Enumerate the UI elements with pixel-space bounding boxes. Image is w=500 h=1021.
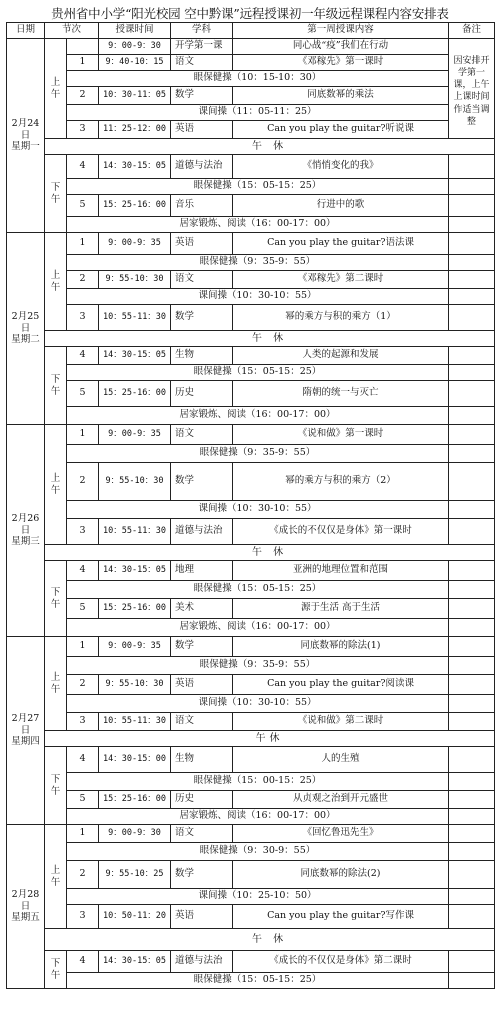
note-empty [449, 195, 495, 217]
class-time: 15：25-16：00 [99, 381, 171, 407]
table-row [7, 105, 495, 121]
lesson-content: 同底数幂的乘法 [233, 87, 449, 105]
day-weekday: 星期二 [11, 334, 40, 346]
lesson-content: 《回忆鲁迅先生》 [233, 825, 449, 843]
table-row [7, 289, 495, 305]
period-number: 4 [67, 951, 99, 973]
afternoon-label: 下午 [45, 347, 67, 425]
break-activity: 居家锻炼、阅读（16：00-17：00） [67, 217, 449, 233]
subject: 开学第一课 [171, 39, 233, 55]
period-number: 1 [67, 55, 99, 71]
day-weekday: 星期五 [11, 912, 40, 924]
note-empty [449, 463, 495, 501]
subject: 语文 [171, 825, 233, 843]
subject: 数学 [171, 861, 233, 889]
note-empty [449, 905, 495, 929]
subject: 历史 [171, 381, 233, 407]
lesson-content: 幂的乘方与积的乘方（1） [233, 305, 449, 331]
subject: 道德与法治 [171, 951, 233, 973]
note-empty [449, 381, 495, 407]
period-number: 2 [67, 861, 99, 889]
period-number: 1 [67, 825, 99, 843]
class-time: 10：30-11：05 [99, 87, 171, 105]
note-empty [449, 561, 495, 581]
header-period: 节次 [45, 23, 99, 39]
table-row [7, 599, 495, 619]
lesson-content: Can you play the guitar?听说课 [233, 121, 449, 139]
table-row [7, 425, 495, 445]
subject: 生物 [171, 747, 233, 773]
table-row [7, 271, 495, 289]
table-row [7, 825, 495, 843]
afternoon-label: 下午 [45, 561, 67, 637]
subject: 生物 [171, 347, 233, 365]
note-empty [449, 425, 495, 445]
lesson-content: 亚洲的地理位置和范围 [233, 561, 449, 581]
note-empty [449, 217, 495, 233]
day-date-cell [7, 39, 45, 233]
period-number: 4 [67, 561, 99, 581]
note-empty [449, 889, 495, 905]
subject: 数学 [171, 87, 233, 105]
break-activity: 课间操（10：25-10：50） [67, 889, 449, 905]
table-row [7, 501, 495, 519]
lunch-break-row: 午 休 [45, 331, 495, 347]
table-row [7, 695, 495, 713]
table-row [7, 889, 495, 905]
header-note: 备注 [449, 23, 495, 39]
subject: 语文 [171, 271, 233, 289]
note-empty [449, 657, 495, 675]
lesson-content: 《邓稼先》第二课时 [233, 271, 449, 289]
note-empty [449, 619, 495, 637]
morning-label: 上午 [45, 825, 67, 929]
note-empty [449, 289, 495, 305]
note-empty [449, 347, 495, 365]
note-empty [449, 951, 495, 973]
note-empty [449, 581, 495, 599]
note-empty [449, 695, 495, 713]
lesson-content: 幂的乘方与积的乘方（2） [233, 463, 449, 501]
subject: 英语 [171, 675, 233, 695]
class-time: 9：00-9：30 [99, 825, 171, 843]
break-activity: 课间操（10：30-10：55） [67, 289, 449, 305]
day-weekday: 星期一 [11, 141, 40, 153]
note-empty [449, 233, 495, 255]
note-empty [449, 155, 495, 179]
class-time: 10：50-11：20 [99, 905, 171, 929]
note-empty [449, 365, 495, 381]
period-number: 2 [67, 87, 99, 105]
class-time: 9：00-9：30 [99, 39, 171, 55]
header-subject: 学科 [171, 23, 233, 39]
subject: 语文 [171, 425, 233, 445]
morning-label: 上午 [45, 233, 67, 331]
lesson-content: 《成长的不仅仅是身体》第一课时 [233, 519, 449, 545]
lunch-break-row: 午休 [45, 731, 495, 747]
morning-label: 上午 [45, 39, 67, 139]
subject: 英语 [171, 121, 233, 139]
table-row [7, 217, 495, 233]
table-row [7, 331, 495, 347]
break-activity: 课间操（11：05-11：25） [67, 105, 449, 121]
page-title: 贵州省中小学“阳光校园 空中黔课”远程授课初一年级远程课程内容安排表 [51, 6, 449, 21]
period-number: 3 [67, 305, 99, 331]
table-row [7, 657, 495, 675]
period-number: 3 [67, 713, 99, 731]
note-empty [449, 255, 495, 271]
subject: 数学 [171, 463, 233, 501]
lesson-content: 《成长的不仅仅是身体》第二课时 [233, 951, 449, 973]
note-empty [449, 519, 495, 545]
table-row [7, 195, 495, 217]
table-row [7, 637, 495, 657]
lesson-content: 同底数幂的除法(2) [233, 861, 449, 889]
note-empty [449, 445, 495, 463]
subject: 语文 [171, 55, 233, 71]
break-activity: 课间操（10：30-10：55） [67, 695, 449, 713]
class-time: 10：55-11：30 [99, 305, 171, 331]
class-time: 14：30-15：05 [99, 561, 171, 581]
morning-label: 上午 [45, 425, 67, 545]
note-empty [449, 809, 495, 825]
table-row [7, 155, 495, 179]
day-date-cell [7, 425, 45, 637]
note-empty [449, 825, 495, 843]
day-date: 2月28日 [11, 888, 40, 912]
table-row [7, 71, 495, 87]
note-empty [449, 675, 495, 695]
period-number: 5 [67, 791, 99, 809]
period-number: 4 [67, 155, 99, 179]
table-row [7, 463, 495, 501]
period-number: 2 [67, 675, 99, 695]
schedule-table [6, 22, 495, 989]
table-row [7, 445, 495, 463]
day-date: 2月27日 [11, 712, 40, 736]
note-empty [449, 599, 495, 619]
period-number: 5 [67, 381, 99, 407]
subject: 道德与法治 [171, 519, 233, 545]
table-row [7, 365, 495, 381]
table-row [7, 809, 495, 825]
lesson-content: 《邓稼先》第一课时 [233, 55, 449, 71]
header-row [7, 23, 495, 39]
table-row [7, 561, 495, 581]
note-empty [449, 861, 495, 889]
subject: 英语 [171, 233, 233, 255]
table-row [7, 519, 495, 545]
period-number [67, 39, 99, 55]
table-row [7, 731, 495, 747]
subject: 数学 [171, 305, 233, 331]
break-activity: 眼保健操（15：05-15：25） [67, 365, 449, 381]
table-row [7, 305, 495, 331]
table-row [7, 545, 495, 561]
class-time: 9：55-10：30 [99, 271, 171, 289]
period-number: 3 [67, 519, 99, 545]
class-time: 9：00-9：35 [99, 425, 171, 445]
period-number: 1 [67, 233, 99, 255]
class-time: 15：25-16：00 [99, 195, 171, 217]
class-time: 9：40-10：15 [99, 55, 171, 71]
break-activity: 居家锻炼、阅读（16：00-17：00） [67, 619, 449, 637]
table-row [7, 791, 495, 809]
table-row [7, 713, 495, 731]
class-time: 9：55-10：25 [99, 861, 171, 889]
lesson-content: 行进中的歌 [233, 195, 449, 217]
class-time: 9：00-9：35 [99, 233, 171, 255]
morning-label: 上午 [45, 637, 67, 731]
day-weekday: 星期四 [11, 736, 40, 748]
note-empty [449, 791, 495, 809]
lesson-content: 《说和做》第二课时 [233, 713, 449, 731]
afternoon-label: 下午 [45, 155, 67, 233]
lesson-content: 同心战“疫”我们在行动 [233, 39, 449, 55]
lesson-content: 同底数幂的除法(1) [233, 637, 449, 657]
break-activity: 居家锻炼、阅读（16：00-17：00） [67, 809, 449, 825]
note-empty [449, 407, 495, 425]
note-empty [449, 305, 495, 331]
break-activity: 眼保健操（15：05-15：25） [67, 179, 449, 195]
table-row [7, 905, 495, 929]
break-activity: 眼保健操（10：15-10：30） [67, 71, 449, 87]
day-date: 2月26日 [11, 512, 40, 536]
period-number: 1 [67, 637, 99, 657]
subject: 音乐 [171, 195, 233, 217]
lesson-content: 《悄悄变化的我》 [233, 155, 449, 179]
class-time: 9：00-9：35 [99, 637, 171, 657]
class-time: 10：55-11：30 [99, 713, 171, 731]
note-empty [449, 747, 495, 773]
subject: 英语 [171, 905, 233, 929]
note-cell: 因安排开学第一课，上午上课时间作适当调整 [449, 39, 495, 139]
lunch-break-row: 午 休 [45, 929, 495, 951]
table-row [7, 87, 495, 105]
lesson-content: 源于生活 高于生活 [233, 599, 449, 619]
subject: 美术 [171, 599, 233, 619]
table-row [7, 773, 495, 791]
table-row [7, 951, 495, 973]
note-empty [449, 637, 495, 657]
period-number: 2 [67, 463, 99, 501]
lesson-content: Can you play the guitar?阅读课 [233, 675, 449, 695]
break-activity: 眼保健操（15：00-15：25） [67, 773, 449, 791]
table-row [7, 39, 495, 55]
header-time: 授课时间 [99, 23, 171, 39]
break-activity: 眼保健操（15：05-15：25） [67, 973, 449, 989]
table-row [7, 581, 495, 599]
afternoon-label: 下午 [45, 747, 67, 825]
class-time: 9：55-10：30 [99, 675, 171, 695]
break-activity: 眼保健操（9：30-9：55） [67, 843, 449, 861]
note-empty [449, 713, 495, 731]
lunch-break-row: 午 休 [45, 139, 495, 155]
table-row [7, 843, 495, 861]
period-number: 1 [67, 425, 99, 445]
day-date-cell [7, 233, 45, 425]
table-row [7, 747, 495, 773]
break-activity: 眼保健操（9：35-9：55） [67, 445, 449, 463]
subject: 语文 [171, 713, 233, 731]
note-empty [449, 773, 495, 791]
lesson-content: 隋朝的统一与灭亡 [233, 381, 449, 407]
note-empty [449, 501, 495, 519]
lesson-content: 人的生殖 [233, 747, 449, 773]
class-time: 14：30-15：05 [99, 347, 171, 365]
table-row [7, 255, 495, 271]
lesson-content: 《说和做》第一课时 [233, 425, 449, 445]
lesson-content: Can you play the guitar?语法课 [233, 233, 449, 255]
table-row [7, 929, 495, 951]
day-date: 2月25日 [11, 310, 40, 334]
break-activity: 眼保健操（9：35-9：55） [67, 255, 449, 271]
note-empty [449, 179, 495, 195]
class-time: 9：55-10：30 [99, 463, 171, 501]
table-row [7, 973, 495, 989]
class-time: 14：30-15：05 [99, 155, 171, 179]
period-number: 2 [67, 271, 99, 289]
class-time: 14：30-15：00 [99, 747, 171, 773]
table-row [7, 55, 495, 71]
lesson-content: Can you play the guitar?写作课 [233, 905, 449, 929]
table-row [7, 347, 495, 365]
lunch-break-row: 午 休 [45, 545, 495, 561]
break-activity: 眼保健操（9：35-9：55） [67, 657, 449, 675]
class-time: 10：55-11：30 [99, 519, 171, 545]
class-time: 11：25-12：00 [99, 121, 171, 139]
period-number: 5 [67, 195, 99, 217]
table-row [7, 861, 495, 889]
table-row [7, 675, 495, 695]
table-row [7, 179, 495, 195]
period-number: 4 [67, 347, 99, 365]
lesson-content: 从贞观之治到开元盛世 [233, 791, 449, 809]
note-empty [449, 843, 495, 861]
day-date: 2月24日 [11, 117, 40, 141]
day-date-cell [7, 637, 45, 825]
lesson-content: 人类的起源和发展 [233, 347, 449, 365]
break-activity: 居家锻炼、阅读（16：00-17：00） [67, 407, 449, 425]
day-date-cell [7, 825, 45, 989]
break-activity: 课间操（10：30-10：55） [67, 501, 449, 519]
table-row [7, 381, 495, 407]
subject: 地理 [171, 561, 233, 581]
table-row [7, 407, 495, 425]
header-date: 日期 [7, 23, 45, 39]
period-number: 4 [67, 747, 99, 773]
table-row [7, 139, 495, 155]
afternoon-label: 下午 [45, 951, 67, 989]
note-empty [449, 973, 495, 989]
period-number: 5 [67, 599, 99, 619]
table-row [7, 619, 495, 637]
subject: 数学 [171, 637, 233, 657]
period-number: 3 [67, 905, 99, 929]
class-time: 15：25-16：00 [99, 599, 171, 619]
table-row [7, 233, 495, 255]
subject: 道德与法治 [171, 155, 233, 179]
header-content: 第一周授课内容 [233, 23, 449, 39]
class-time: 15：25-16：00 [99, 791, 171, 809]
subject: 历史 [171, 791, 233, 809]
period-number: 3 [67, 121, 99, 139]
class-time: 14：30-15：05 [99, 951, 171, 973]
note-empty [449, 271, 495, 289]
day-weekday: 星期三 [11, 536, 40, 548]
break-activity: 眼保健操（15：05-15：25） [67, 581, 449, 599]
table-row [7, 121, 495, 139]
